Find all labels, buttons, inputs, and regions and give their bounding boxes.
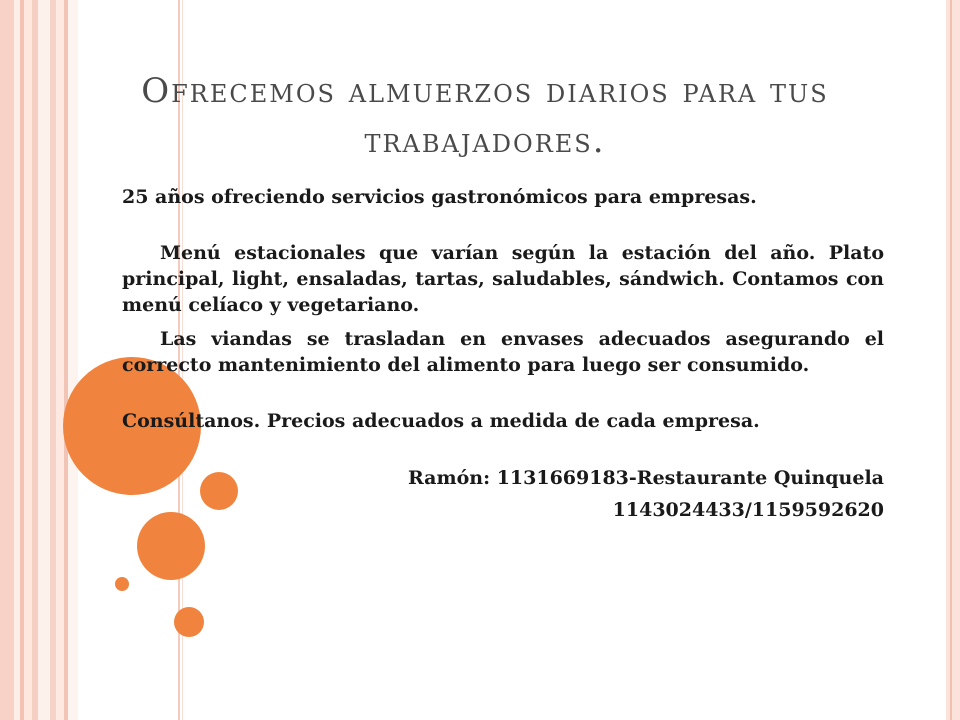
decor-circle-small <box>115 577 129 591</box>
contact-info <box>122 462 884 526</box>
contact-line-2: 1143024433/1159592620 <box>612 499 884 521</box>
decor-stripe <box>68 0 78 720</box>
contact-line-1: Ramón: 1131669183-Restaurante Quinquela <box>407 467 884 489</box>
paragraph-menu: Menú estacionales que varían según la estación del año. Plato principal, light, ensaladas, tartas, saludables, sándwich. Contamos con menú celíaco y vegetariano. <box>122 242 884 316</box>
paragraph-experience: 25 años ofreciendo servicios gastronómicos para empresas. <box>122 186 757 208</box>
decor-stripe <box>38 0 50 720</box>
decor-circle-small <box>174 607 204 637</box>
decor-stripe <box>950 0 952 720</box>
decor-stripe <box>56 0 64 720</box>
decor-stripe <box>24 0 32 720</box>
paragraph-prices: Consúltanos. Precios adecuados a medida de cada empresa. <box>122 410 760 432</box>
slide-title: Ofrecemos almuerzos diarios para tus trabajadores. <box>141 71 829 161</box>
decor-stripe <box>0 0 14 720</box>
slide-body <box>122 184 884 526</box>
decor-stripe <box>946 0 960 720</box>
paragraph-delivery: Las viandas se trasladan en envases adecuados asegurando el correcto mantenimiento del alimento para luego ser consumido. <box>122 328 884 376</box>
